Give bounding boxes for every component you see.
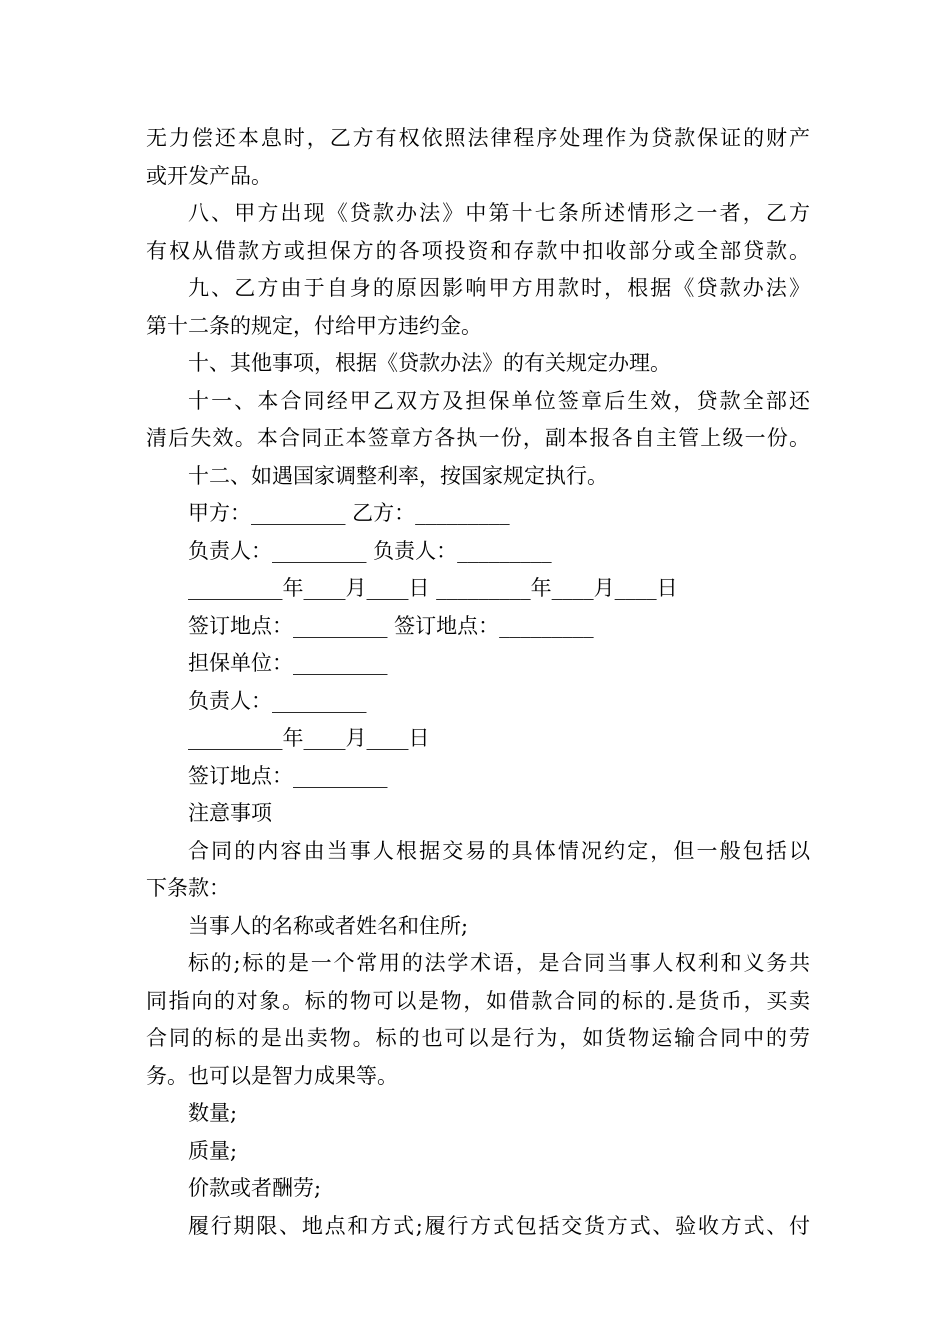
text-line: _________年____月____日 _________年____月____日 bbox=[188, 576, 678, 600]
text-line: _________年____月____日 bbox=[188, 726, 430, 750]
text-line: 或开发产品。 bbox=[146, 163, 272, 188]
text-line: 第十二条的规定，付给甲方违约金。 bbox=[146, 313, 482, 338]
text-line: 同指向的对象。标的物可以是物，如借款合同的标的.是货币，买卖 bbox=[146, 988, 810, 1013]
document-body bbox=[146, 120, 810, 1245]
text-line: 合同的标的是出卖物。标的也可以是行为，如货物运输合同中的劳 bbox=[146, 1026, 810, 1050]
text-line: 清后失效。本合同正本签章方各执一份，副本报各自主管上级一份。 bbox=[146, 426, 810, 450]
text-line: 无力偿还本息时，乙方有权依照法律程序处理作为贷款保证的财产 bbox=[146, 126, 810, 150]
text-line: 签订地点：_________ 签订地点：_________ bbox=[188, 613, 594, 638]
text-line: 十一、本合同经甲乙双方及担保单位签章后生效，贷款全部还 bbox=[188, 388, 810, 413]
text-line: 当事人的名称或者姓名和住所; bbox=[188, 913, 469, 938]
text-line: 下条款： bbox=[146, 876, 230, 900]
text-line: 担保单位：_________ bbox=[188, 651, 388, 675]
text-line: 务。也可以是智力成果等。 bbox=[146, 1063, 398, 1088]
text-line: 合同的内容由当事人根据交易的具体情况约定，但一般包括以 bbox=[188, 838, 810, 863]
text-line: 九、乙方由于自身的原因影响甲方用款时，根据《贷款办法》 bbox=[188, 276, 810, 300]
text-line: 八、甲方出现《贷款办法》中第十七条所述情形之一者，乙方 bbox=[188, 201, 810, 225]
text-line: 注意事项 bbox=[188, 801, 272, 825]
text-line: 甲方：_________ 乙方：_________ bbox=[188, 501, 510, 525]
text-line: 十二、如遇国家调整利率，按国家规定执行。 bbox=[188, 463, 608, 488]
text-line: 质量; bbox=[188, 1138, 238, 1163]
text-line: 负责人：_________ 负责人：_________ bbox=[188, 538, 552, 563]
text-line: 数量; bbox=[188, 1101, 238, 1125]
text-line: 价款或者酬劳; bbox=[188, 1176, 322, 1200]
text-line: 十、其他事项，根据《贷款办法》的有关规定办理。 bbox=[188, 351, 671, 375]
text-line: 标的;标的是一个常用的法学术语，是合同当事人权利和义务共 bbox=[188, 951, 810, 975]
text-line: 履行期限、地点和方式;履行方式包括交货方式、验收方式、付 bbox=[188, 1213, 810, 1238]
text-line: 负责人：_________ bbox=[188, 688, 367, 713]
text-line: 签订地点：_________ bbox=[188, 763, 388, 788]
text-line: 有权从借款方或担保方的各项投资和存款中扣收部分或全部贷款。 bbox=[146, 238, 810, 263]
